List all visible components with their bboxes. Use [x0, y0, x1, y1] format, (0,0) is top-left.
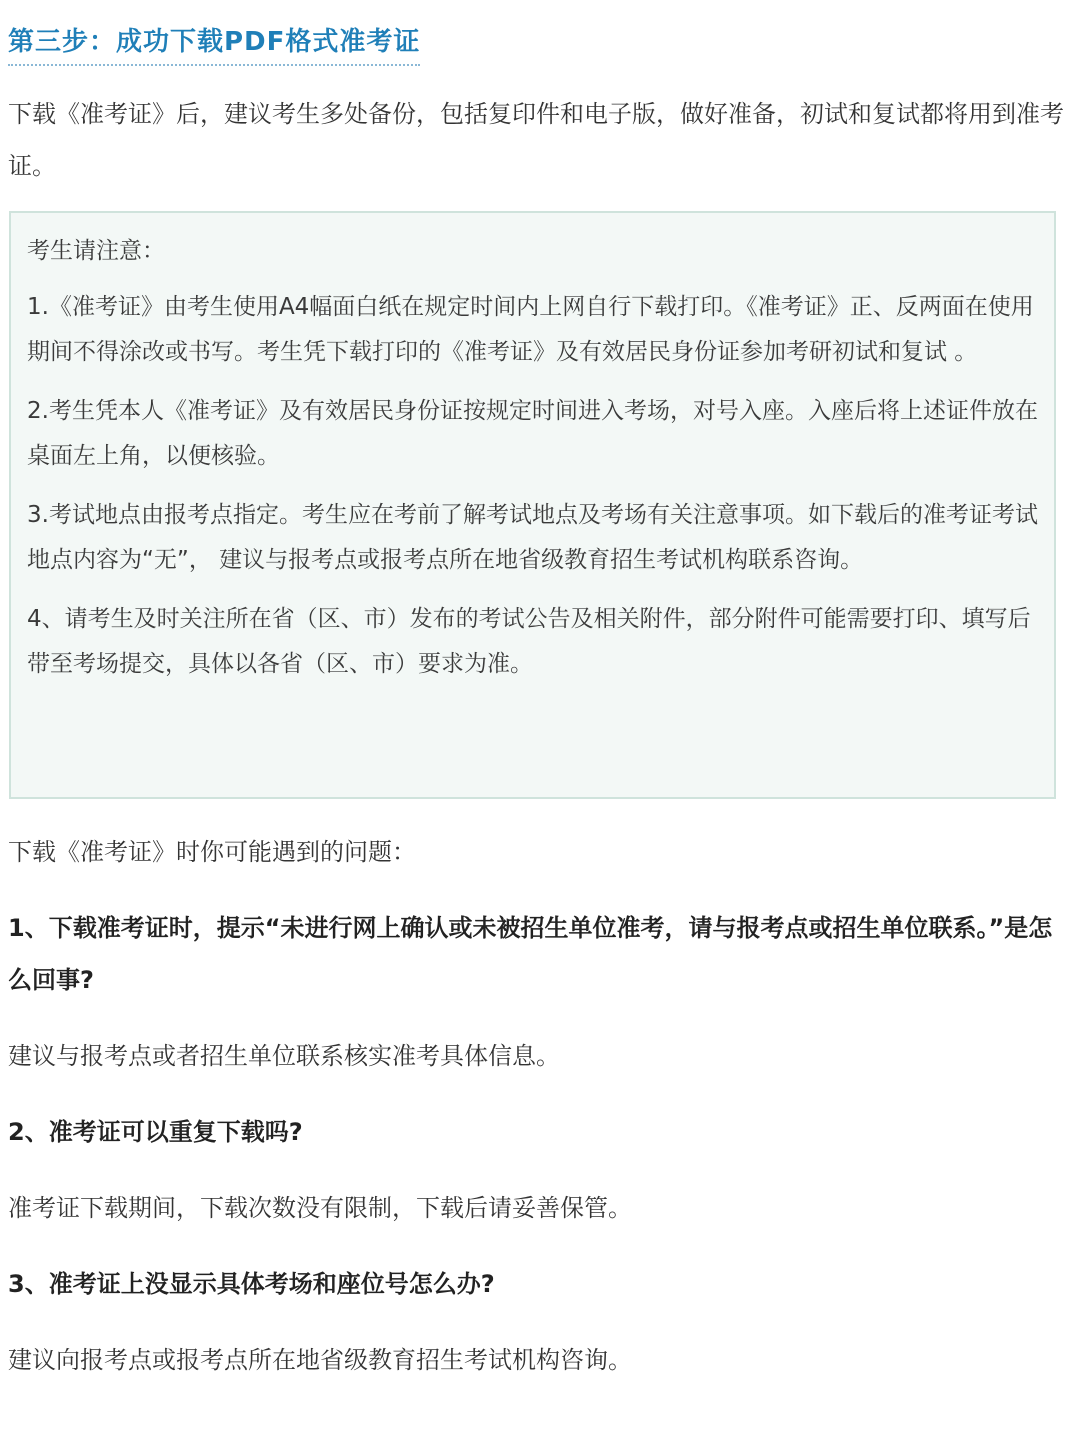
faq-answer-1: 建议与报考点或者招生单位联系核实准考具体信息。 [8, 1042, 560, 1070]
notice-item-1: 1.《准考证》由考生使用A4幅面白纸在规定时间内上网自行下载打印。《准考证》正、反两面在使用期间不得涂改或书写。考生凭下载打印的《准考证》及有效居民身份证参加考研初试和复试 。 [27, 294, 1034, 365]
notice-item-4: 4、请考生及时关注所在省（区、市）发布的考试公告及相关附件，部分附件可能需要打印、填写后带至考场提交，具体以各省（区、市）要求为准。 [27, 606, 1031, 677]
faq-intro: 下载《准考证》时你可能遇到的问题： [8, 838, 416, 866]
faq-question-3: 3、准考证上没显示具体考场和座位号怎么办? [8, 1270, 495, 1298]
faq-question-2: 2、准考证可以重复下载吗? [8, 1118, 303, 1146]
step-title: 第三步：成功下载PDF格式准考证 [8, 22, 420, 66]
faq-question-1: 1、下载准考证时，提示“未进行网上确认或未被招生单位准考，请与报考点或招生单位联系。”是怎么回事? [8, 914, 1053, 994]
notice-item-2: 2.考生凭本人《准考证》及有效居民身份证按规定时间进入考场，对号入座。入座后将上述证件放在桌面左上角，以便核验。 [27, 398, 1038, 469]
notice-heading: 考生请注意： [27, 238, 165, 264]
notice-item-3: 3.考试地点由报考点指定。考生应在考前了解考试地点及考场有关注意事项。如下载后的准考证考试地点内容为“无”， 建议与报考点或报考点所在地省级教育招生考试机构联系咨询。 [27, 502, 1038, 573]
notice-box [9, 211, 1056, 799]
faq-answer-2: 准考证下载期间，下载次数没有限制，下载后请妥善保管。 [8, 1194, 632, 1222]
faq-answer-3: 建议向报考点或报考点所在地省级教育招生考试机构咨询。 [8, 1346, 632, 1374]
intro-paragraph: 下载《准考证》后，建议考生多处备份，包括复印件和电子版，做好准备，初试和复试都将用到准考证。 [8, 100, 1064, 180]
